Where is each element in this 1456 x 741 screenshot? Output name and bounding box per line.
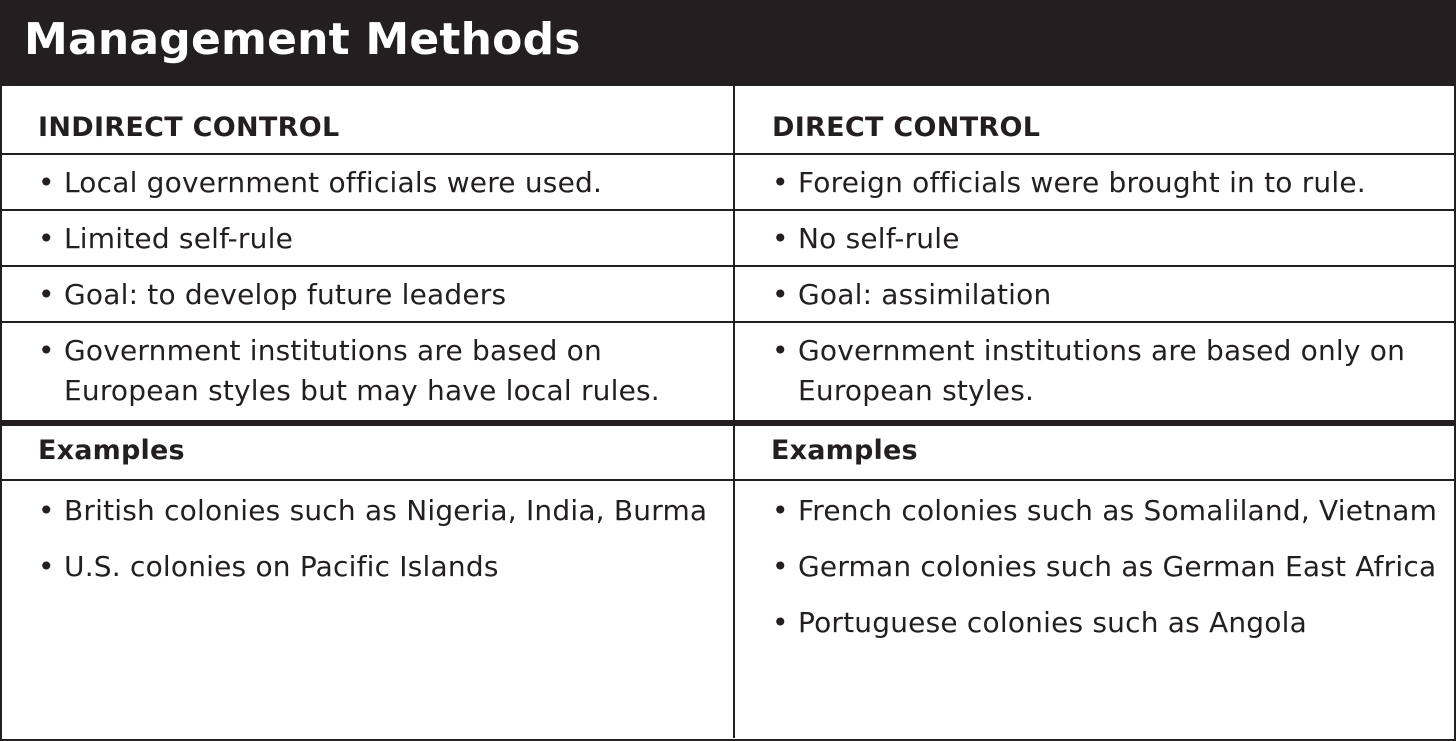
indirect-item-text: Limited self-rule — [64, 222, 293, 255]
indirect-examples-cell — [2, 481, 735, 738]
indirect-control-header: INDIRECT CONTROL — [38, 112, 340, 143]
direct-control-header: DIRECT CONTROL — [772, 112, 1041, 143]
list-item — [38, 491, 733, 531]
direct-item-text: Goal: assimilation — [798, 278, 1052, 311]
direct-examples-label: Examples — [771, 435, 918, 466]
list-item — [772, 275, 1454, 315]
list-item — [772, 547, 1454, 587]
column-header-row — [2, 86, 1454, 155]
table-row — [2, 211, 1454, 267]
direct-examples-cell — [735, 481, 1454, 738]
table-title: Management Methods — [24, 13, 581, 65]
bullet-icon: • — [772, 166, 789, 199]
bullet-icon: • — [772, 494, 789, 527]
indirect-cell — [2, 211, 735, 265]
direct-control-header-cell — [735, 86, 1454, 153]
direct-item-text: Government institutions are based only on European styles. — [798, 334, 1406, 407]
bullet-icon: • — [772, 606, 789, 639]
title-bar — [2, 0, 1454, 86]
list-item — [38, 275, 733, 315]
indirect-item-text: Local government officials were used. — [64, 166, 603, 199]
bullet-icon: • — [38, 166, 55, 199]
list-item — [772, 603, 1454, 643]
indirect-cell — [2, 323, 735, 420]
direct-cell — [735, 267, 1454, 321]
list-item — [772, 163, 1454, 203]
bullet-icon: • — [772, 334, 789, 367]
indirect-cell — [2, 267, 735, 321]
direct-cell — [735, 211, 1454, 265]
bullet-icon: • — [38, 550, 55, 583]
bullet-icon: • — [772, 222, 789, 255]
direct-example-text: German colonies such as German East Africa — [798, 550, 1437, 583]
direct-item-text: No self-rule — [798, 222, 960, 255]
bullet-icon: • — [38, 494, 55, 527]
direct-examples-header-cell — [735, 426, 1454, 479]
list-item — [772, 331, 1454, 411]
list-item — [772, 491, 1454, 531]
examples-header-row — [2, 426, 1454, 481]
list-item — [38, 547, 733, 587]
direct-item-text: Foreign officials were brought in to rule. — [798, 166, 1366, 199]
bullet-icon: • — [38, 334, 55, 367]
bullet-icon: • — [772, 550, 789, 583]
bullet-icon: • — [38, 278, 55, 311]
table-row — [2, 323, 1454, 426]
bullet-icon: • — [772, 278, 789, 311]
table-row — [2, 267, 1454, 323]
direct-example-text: French colonies such as Somaliland, Vietnam — [798, 494, 1438, 527]
indirect-examples-label: Examples — [38, 435, 185, 466]
table-row — [2, 155, 1454, 211]
examples-row — [2, 481, 1454, 738]
indirect-item-text: Government institutions are based on European styles but may have local rules. — [64, 334, 660, 407]
direct-cell — [735, 323, 1454, 420]
indirect-control-header-cell — [2, 86, 735, 153]
list-item — [38, 163, 733, 203]
list-item — [38, 331, 733, 411]
indirect-item-text: Goal: to develop future leaders — [64, 278, 507, 311]
list-item — [38, 219, 733, 259]
direct-example-text: Portuguese colonies such as Angola — [798, 606, 1307, 639]
direct-cell — [735, 155, 1454, 209]
indirect-example-text: U.S. colonies on Pacific Islands — [64, 550, 499, 583]
indirect-cell — [2, 155, 735, 209]
indirect-examples-header-cell — [2, 426, 735, 479]
list-item — [772, 219, 1454, 259]
bullet-icon: • — [38, 222, 55, 255]
indirect-example-text: British colonies such as Nigeria, India, Burma — [64, 494, 708, 527]
